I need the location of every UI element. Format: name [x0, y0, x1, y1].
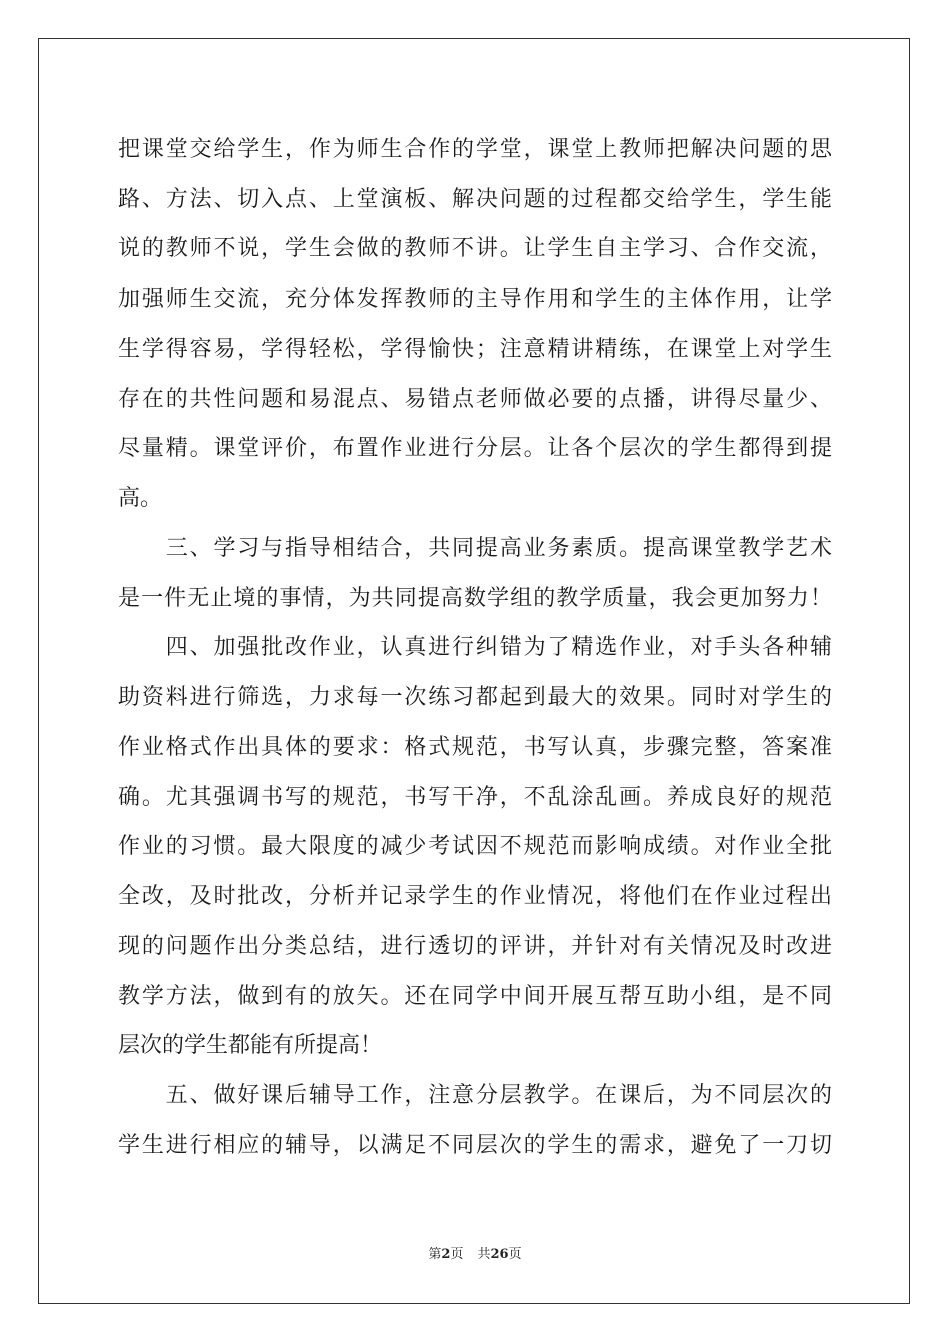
text-line: 是一件无止境的事情，为共同提高数学组的教学质量，我会更加努力！: [118, 586, 832, 611]
text-line: 全改，及时批改，分析并记录学生的作业情况，将他们在作业过程出: [118, 884, 832, 909]
text-line: 三、学习与指导相结合，共同提高业务素质。提高课堂教学艺术: [118, 536, 832, 561]
text-line: 四、加强批改作业，认真进行纠错为了精选作业，对手头各种辅: [118, 635, 832, 660]
text-line: 作业格式作出具体的要求：格式规范，书写认真，步骤完整，答案准: [118, 735, 832, 760]
text-line: 现的问题作出分类总结，进行透切的评讲，并针对有关情况及时改进: [118, 934, 832, 959]
total-suffix: 页: [508, 1247, 522, 1262]
text-line: 助资料进行筛选，力求每一次练习都起到最大的效果。同时对学生的: [118, 685, 832, 710]
text-line: 加强师生交流，充分体发挥教师的主导作用和学生的主体作用，让学: [118, 287, 832, 312]
text-line: 五、做好课后辅导工作，注意分层教学。在课后，为不同层次的: [118, 1083, 832, 1108]
text-line: 把课堂交给学生，作为师生合作的学堂，课堂上教师把解决问题的思: [118, 137, 832, 162]
total-prefix: 共: [477, 1247, 491, 1262]
total-pages: 26: [490, 1247, 509, 1262]
text-line: 说的教师不说，学生会做的教师不讲。让学生自主学习、合作交流，: [118, 236, 832, 261]
page-number: 2: [441, 1247, 451, 1262]
page-footer: [0, 1246, 950, 1264]
text-line: 路、方法、切入点、上堂演板、解决问题的过程都交给学生，学生能: [118, 187, 832, 212]
text-line: 存在的共性问题和易混点、易错点老师做必要的点播，讲得尽量少、: [118, 387, 832, 412]
text-line: 作业的习惯。最大限度的减少考试因不规范而影响成绩。对作业全批: [118, 834, 832, 859]
text-line: 学生进行相应的辅导，以满足不同层次的学生的需求，避免了一刀切: [118, 1133, 832, 1158]
text-line: 确。尤其强调书写的规范，书写干净，不乱涂乱画。养成良好的规范: [118, 785, 832, 810]
text-line: 高。: [118, 486, 163, 511]
text-line: 尽量精。课堂评价，布置作业进行分层。让各个层次的学生都得到提: [118, 436, 832, 461]
page-suffix: 页: [450, 1247, 464, 1262]
text-line: 教学方法，做到有的放矢。还在同学中间开展互帮互助小组，是不同: [118, 984, 832, 1009]
text-line: 生学得容易，学得轻松，学得愉快；注意精讲精练，在课堂上对学生: [118, 337, 832, 362]
text-line: 层次的学生都能有所提高！: [118, 1033, 383, 1058]
page-prefix: 第: [428, 1247, 442, 1262]
